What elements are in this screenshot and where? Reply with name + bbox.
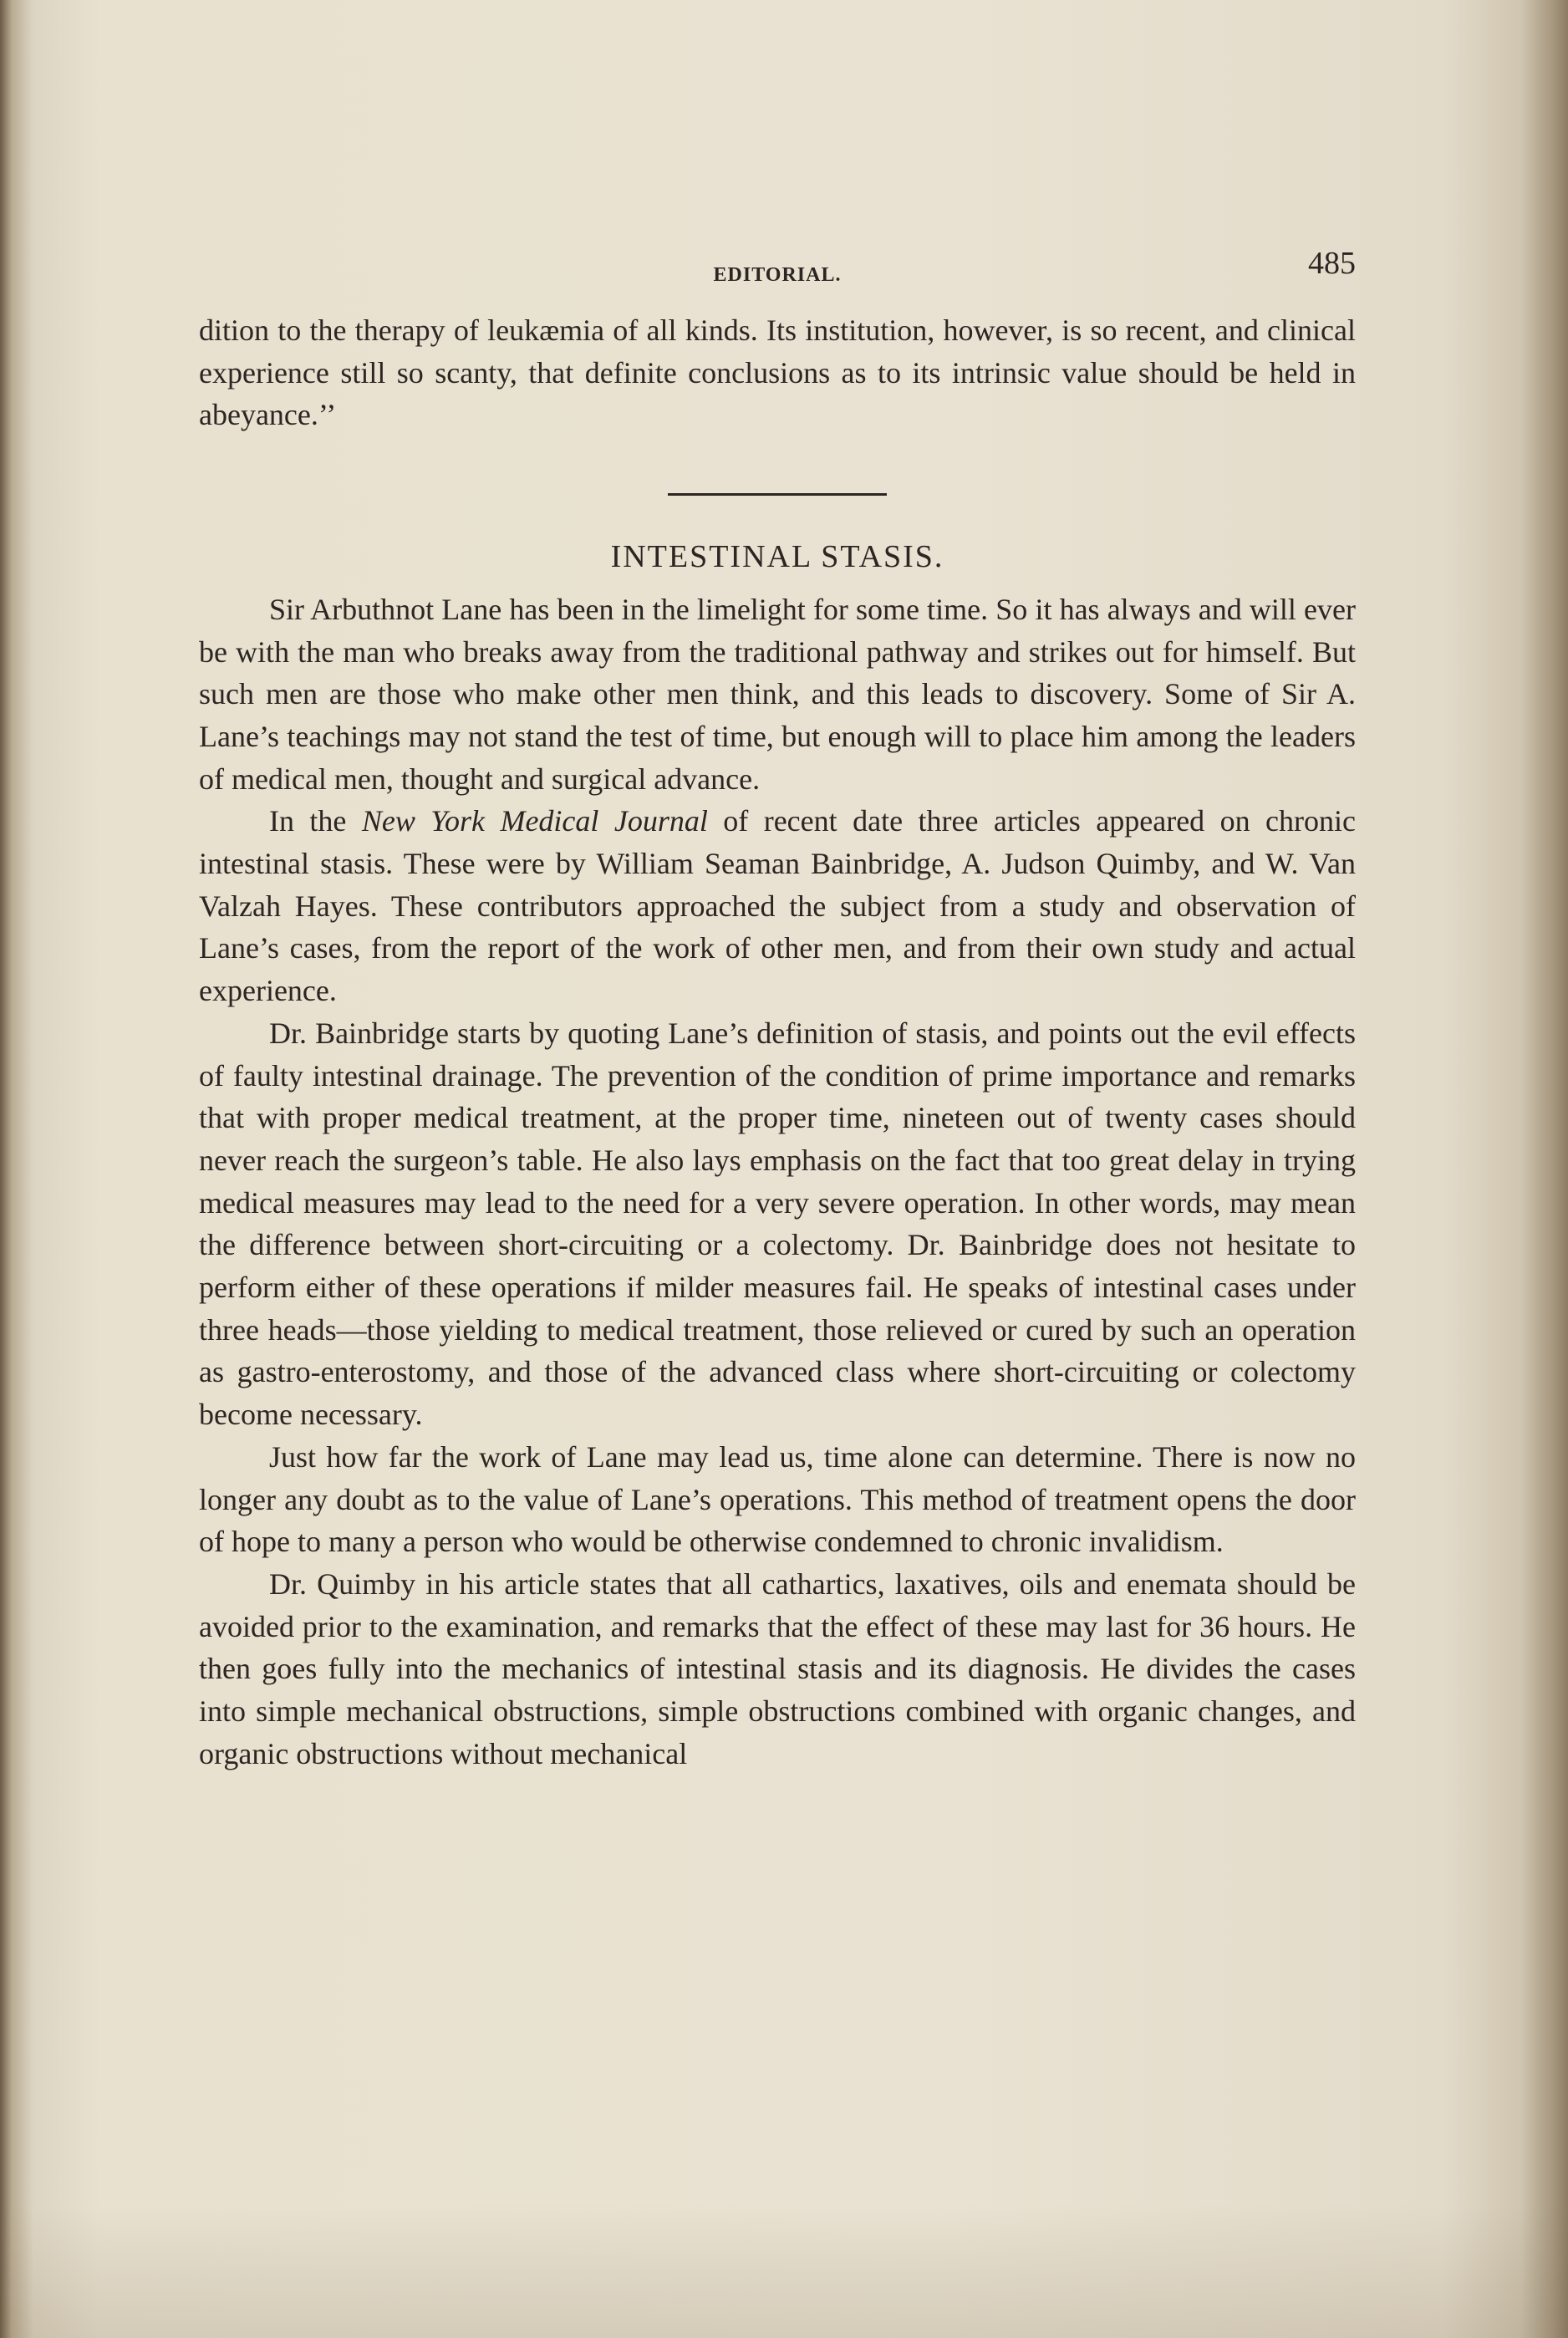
text-segment: In the <box>269 804 362 838</box>
paragraph-quimby: Dr. Quimby in his article states that all cathartics, laxatives, oils and enemata should be avoided prior to the examination, and remarks that the effect of these may last for 36 hours. He then goes fully into the mechanics of intestinal stasis and its diagnosis. He divides the cases into simple mechanical obstructions, simple obstructions combined with organic changes, and organic obstructions without mechanical <box>199 1566 1356 1770</box>
page-text <box>199 242 1356 1775</box>
running-head <box>199 242 1356 293</box>
running-title: EDITORIAL. <box>713 264 842 286</box>
section-divider <box>668 493 887 496</box>
paragraph-bainbridge: Dr. Bainbridge starts by quoting Lane’s definition of stasis, and points out the evil effects of faulty intestinal drainage. The prevention of the condition of prime importance and remarks that with proper medical treatment, at the proper time, nineteen out of twenty cases should never reach the surgeon’s table. He also lays emphasis on the fact that too great delay in trying medical measures may lead to the need for a very severe operation. In other words, may mean the difference between short-circuiting or a colectomy. Dr. Bainbridge does not hesitate to perform either of these operations if milder measures fail. He speaks of intestinal cases under three heads—those yielding to medical treatment, those relieved or cured by such an operation as gastro-enterostomy, and those of the advanced class where short-circuiting or colectomy become necessary. <box>199 1016 1356 1432</box>
paragraph-nyj-articles <box>199 800 1356 1012</box>
journal-title: New York Medical Journal <box>361 804 708 838</box>
section-heading: INTESTINAL STASIS. <box>610 539 944 575</box>
paragraph-lane-intro: Sir Arbuthnot Lane has been in the limelight for some time. So it has always and will ever be with the man who breaks away from the traditional pathway and strikes out for himself. But such men are those who make other men think, and this leads to discovery. Some of Sir A. Lane’s teachings may not stand the test of time, but enough will to place him among the leaders of medical men, thought and surgical advance. <box>199 592 1356 796</box>
continued-paragraph: dition to the therapy of leukæmia of all kinds. Its institution, however, is so recent, and clinical experience still so scanty, that definite conclusions as to its intrinsic value should be held in abeyance.’’ <box>199 313 1356 432</box>
text-segment: of recent date three articles appeared on chronic intestinal stasis. These were by William Seaman Bainbridge, A. Judson Quimby, and W. Van Valzah Hayes. These contributors approached the subject from a study and observation of Lane’s cases, from the report of the work of other men, and from their own study and actual experience. <box>199 804 1357 1008</box>
paragraph-lane-work: Just how far the work of Lane may lead us, time alone can determine. There is now no longer any doubt as to the value of Lane’s operations. This method of treatment opens the door of hope to many a person who would be otherwise condemned to chronic invalidism. <box>199 1439 1356 1559</box>
page-number: 485 <box>1308 246 1356 281</box>
